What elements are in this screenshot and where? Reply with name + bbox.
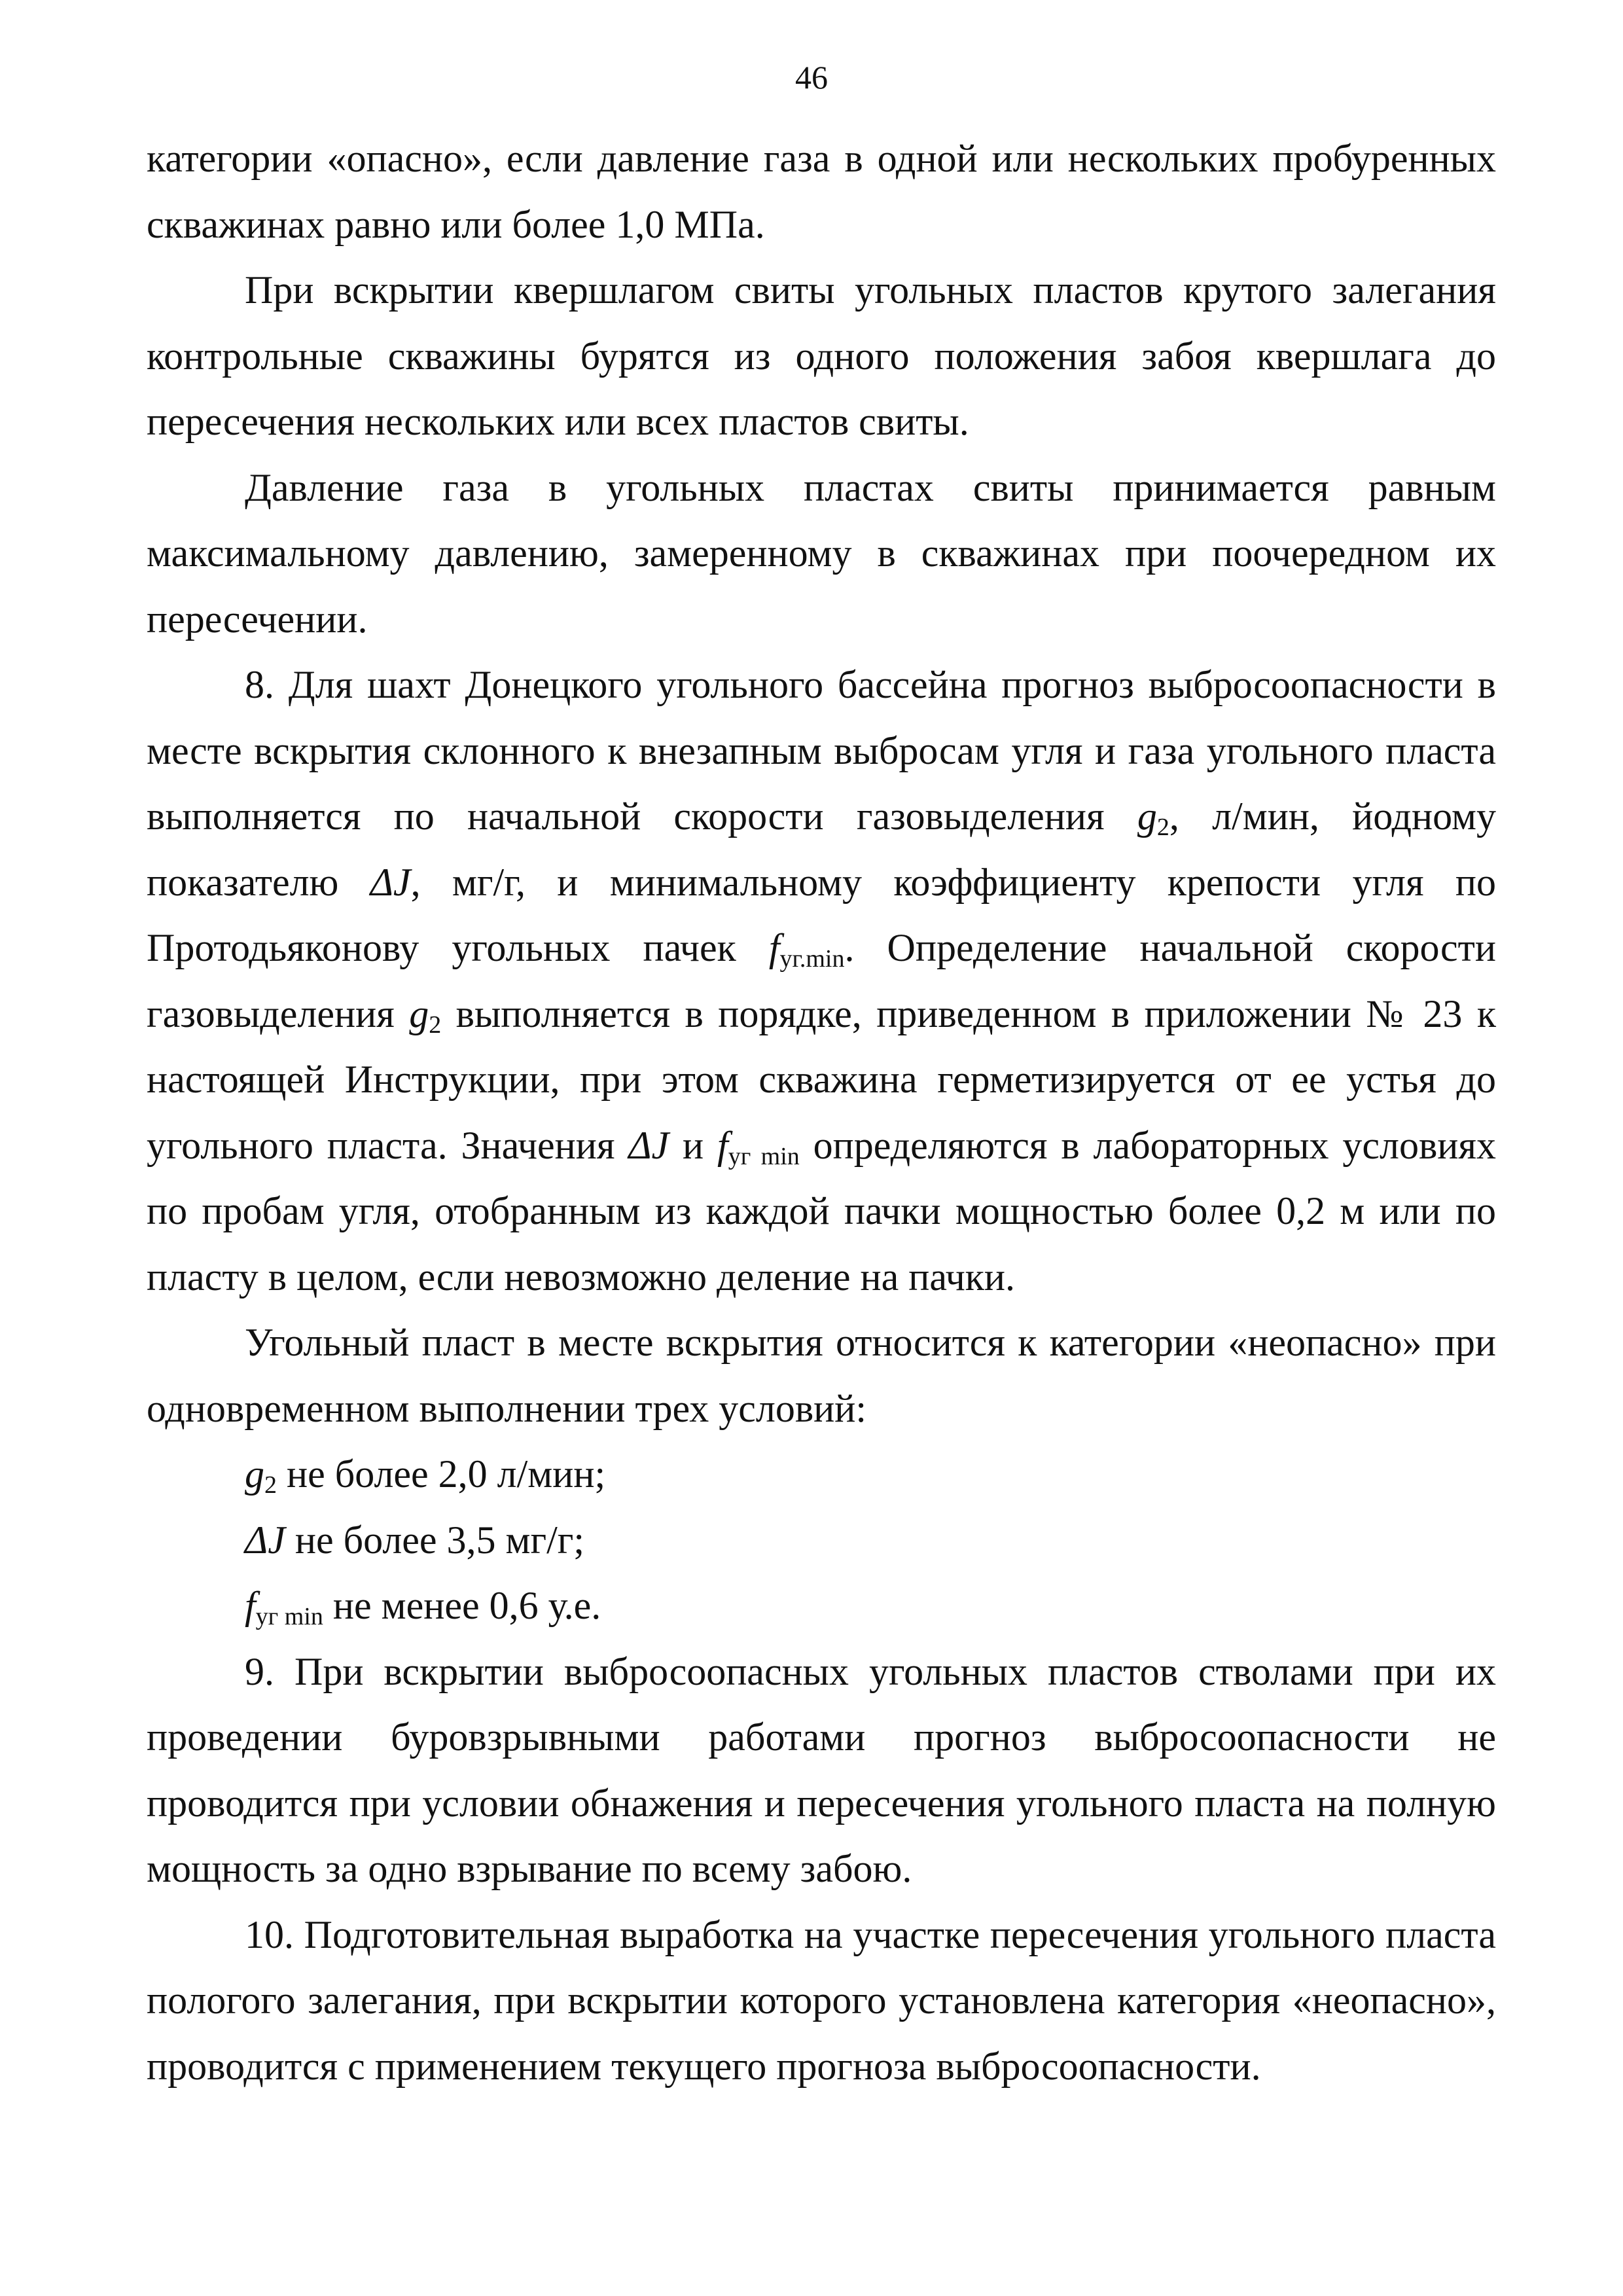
symbol-g: g — [409, 992, 429, 1035]
subscript-ug-min: уг.min — [779, 945, 845, 973]
text-run: и — [669, 1123, 718, 1167]
text-run: , л/мин, йодному показателю — [147, 795, 1496, 904]
condition-f-min — [147, 1573, 1496, 1639]
symbol-f: f — [245, 1584, 256, 1627]
paragraph-item-9-shafts — [147, 1639, 1496, 1902]
symbol-delta-j: ΔJ — [370, 860, 411, 904]
paragraph-text: Угольный пласт в месте вскрытия относится к категории «неопасно» при одновременном выполнении трех условий: — [147, 1321, 1496, 1430]
text-run: 8. Для шахт Донецкого угольного бассейна прогноз выбросоопасности в месте вскрытия склонного к внезапным выбросам угля и газа угольного пласта выполняется по начальной скорости газовыделения — [147, 663, 1496, 838]
condition-text: не более 2,0 л/мин; — [277, 1452, 606, 1496]
paragraph-text: Давление газа в угольных пластах свиты принимается равным максимальному давлению, замеренному в скважинах при поочередном их пересечении. — [147, 465, 1496, 641]
subscript-2: 2 — [429, 1011, 442, 1039]
subscript-ug-min: уг min — [728, 1142, 800, 1170]
text-run: . Определение начальной скорости газовыделения — [147, 926, 1496, 1035]
page-number: 46 — [795, 59, 828, 96]
symbol-f: f — [768, 926, 780, 969]
symbol-g: g — [245, 1452, 264, 1496]
paragraph-opasno-category — [147, 126, 1496, 257]
subscript-2: 2 — [264, 1471, 277, 1499]
condition-text: не менее 0,6 у.е. — [323, 1584, 601, 1627]
symbol-f: f — [717, 1123, 728, 1167]
symbol-delta-j: ΔJ — [628, 1123, 669, 1167]
subscript-2: 2 — [1156, 814, 1169, 841]
text-run: , мг/г, и минимальному коэффициенту крепости угля по Протодьяконову угольных пачек — [147, 860, 1496, 969]
paragraph-gas-pressure — [147, 455, 1496, 653]
paragraph-text: категории «опасно», если давление газа в одной или нескольких пробуренных скважинах равно или более 1,0 МПа. — [147, 137, 1496, 246]
paragraph-text: При вскрытии квершлагом свиты угольных пластов крутого залегания контрольные скважины бурятся из одного положения забоя квершлага до пересечения нескольких или всех пластов свиты. — [147, 268, 1496, 443]
document-body — [147, 126, 1496, 2099]
paragraph-neopasno-conditions — [147, 1310, 1496, 1441]
symbol-g: g — [1137, 795, 1157, 838]
paragraph-item-10-development — [147, 1902, 1496, 2100]
subscript-ug-min: уг min — [255, 1603, 323, 1630]
paragraph-text: 10. Подготовительная выработка на участке пересечения угольного пласта пологого залегания, при вскрытии которого установлена категория «неопасно», проводится с применением текущего прогноза выбросоопасности. — [147, 1912, 1496, 2088]
symbol-delta-j: ΔJ — [245, 1518, 285, 1562]
paragraph-text: 9. При вскрытии выбросоопасных угольных пластов стволами при их проведении буровзрывными работами прогноз выбросоопасности не проводится при условии обнажения и пересечения угольного пласта на полную мощность за одно взрывание по всему забою. — [147, 1649, 1496, 1890]
text-run: определяются в лабораторных условиях по пробам угля, отобранным из каждой пачки мощностью более 0,2 м или по пласту в целом, если невозможно деление на пачки. — [147, 1123, 1497, 1299]
condition-g2 — [147, 1441, 1496, 1507]
text-run: выполняется в порядке, приведенном в приложении № 23 к настоящей Инструкции, при этом скважина герметизируется от ее устья до угольного пласта. Значения — [147, 992, 1497, 1167]
paragraph-item-8-donetsk-forecast — [147, 652, 1496, 1310]
paragraph-kvershlag-wells — [147, 257, 1496, 455]
condition-text: не более 3,5 мг/г; — [285, 1518, 585, 1562]
condition-delta-j — [147, 1507, 1496, 1573]
